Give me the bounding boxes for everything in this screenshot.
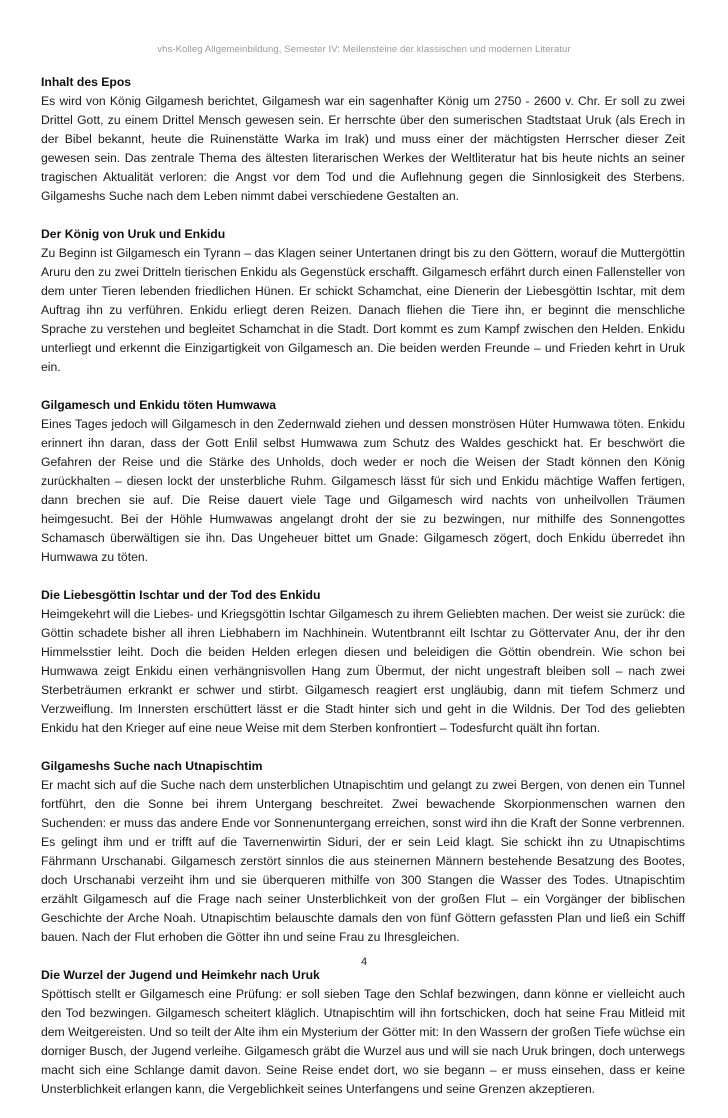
section-body: Zu Beginn ist Gilgamesch ein Tyrann – das Klagen seiner Untertanen dringt bis zu den Göttern, worauf die Muttergöttin Aruru den zu zwei Dritteln tierischen Enkidu als Gegenstück erschafft. Gilgamesch erfährt durch einen Fallensteller von dem unter Tieren lebenden friedlichen Hünen. Er schickt Schamchat, eine Dienerin der Liebesgöttin Ischtar, mit dem Auftrag ihn zu verführen. Enkidu erliegt deren Reizen. Danach fliehen die Tiere ihn, er beginnt die menschliche Sprache zu verstehen und begleitet Schamchat in die Stadt. Dort kommt es zum Kampf zwischen den Helden. Enkidu unterliegt und erkennt die Einzigartigkeit von Gilgamesch an. Die beiden werden Freunde – und Frieden kehrt in Uruk ein. [41, 246, 685, 374]
section-heading: Gilgamesch und Enkidu töten Humwawa [41, 398, 276, 412]
section-inhalt-des-epos [41, 73, 685, 206]
section-heading: Inhalt des Epos [41, 75, 132, 89]
section-body: Er macht sich auf die Suche nach dem unsterblichen Utnapischtim und gelangt zu zwei Bergen, von denen ein Tunnel fortführt, den die Sonne bei ihrem Untergang beschreitet. Zwei bewachende Skorpionmenschen warnen den Suchenden: er muss das andere Ende vor Sonnenuntergang erreichen, sonst wird ihn die Kraft der Sonne verbrennen. Es gelingt ihm und er trifft auf die Tavernenwirtin Siduri, der er sein Leid klagt. Sie schickt ihn zu Utnapischtims Fährmann Urschanabi. Gilgamesch zerstört sinnlos die aus steinernen Männern bestehende Besatzung des Bootes, doch Urschanabi verzeiht ihm und sie überqueren mithilfe von 300 Stangen die Wasser des Todes. Utnapischtim erzählt Gilgamesch auf die Frage nach seiner Unsterblichkeit von der großen Flut – ein Vorgänger der biblischen Geschichte der Arche Noah. Utnapischtim belauschte damals den von fünf Göttern gefassten Plan und ließ ein Schiff bauen. Nach der Flut erhoben die Götter ihn und seine Frau zu Ihresgleichen. [41, 778, 685, 944]
section-body: Eines Tages jedoch will Gilgamesch in den Zedernwald ziehen und dessen monströsen Hüter Humwawa töten. Enkidu erinnert ihn daran, dass der Gott Enlil selbst Humwawa zum Schutz des Waldes geschickt hat. Er beschwört die Gefahren der Reise und die Stärke des Unholds, doch weder er noch die Weisen der Stadt können den König zurückhalten – diesen lockt der unsterbliche Ruhm. Gilgamesch lässt für sich und Enkidu mächtige Waffen fertigen, dann brechen sie auf. Die Reise dauert viele Tage und Gilgamesch wird nachts von unheilvollen Träumen heimgesucht. Bei der Höhle Humwawas angelangt droht der sie zu bezwingen, nur mithilfe des Sonnengottes Schamasch überwältigen sie ihn. Das Ungeheuer bittet um Gnade: Gilgamesch zögert, doch Enkidu überredet ihn Humwawa zu töten. [41, 417, 685, 564]
section-body: Heimgekehrt will die Liebes- und Kriegsgöttin Ischtar Gilgamesch zu ihrem Geliebten machen. Der weist sie zurück: die Göttin schadete bisher all ihren Liebhabern im Nachhinein. Wutentbrannt eilt Ischtar zu Göttervater Anu, der ihr den Himmelsstier leiht. Doch die beiden Helden erlegen diesen und beleidigen die Göttin obendrein. Wie schon bei Humwawa zeigt Enkidu einen verhängnisvollen Hang zum Übermut, der nicht ungestraft bleiben soll – nach zwei Sterbeträumen erkrankt er schwer und stirbt. Gilgamesch reagiert erst ungläubig, dann mit tiefem Schmerz und Verzweiflung. Im Innersten erschüttert lässt er die Stadt hinter sich und geht in die Wildnis. Der Tod des geliebten Enkidu hat den Krieger auf eine neue Weise mit dem Sterben konfrontiert – Todesfurcht quält ihn fortan. [41, 607, 685, 735]
section-heading: Der König von Uruk und Enkidu [41, 227, 226, 241]
section-suche-utnapischtim [41, 757, 685, 947]
running-header: vhs-Kolleg Allgemeinbildung, Semester IV: Meilensteine der klassischen und modernen Literatur [157, 44, 571, 55]
section-koenig-von-uruk [41, 225, 685, 377]
section-ischtar-tod-enkidu [41, 586, 685, 738]
section-heading: Die Wurzel der Jugend und Heimkehr nach Uruk [41, 968, 320, 982]
section-wurzel-der-jugend [41, 966, 685, 1099]
section-heading: Die Liebesgöttin Ischtar und der Tod des Enkidu [41, 588, 321, 602]
section-humwawa [41, 396, 685, 567]
section-body: Spöttisch stellt er Gilgamesch eine Prüfung: er soll sieben Tage den Schlaf bezwingen, dann könne er vielleicht auch den Tod bezwingen. Gilgamesch scheitert kläglich. Utnapischtim will ihn fortschicken, doch hat seine Frau Mitleid mit dem Weitgereisten. Und so teilt der Alte ihm ein Mysterium der Götter mit: In den Wassern der großen Tiefe wüchse ein dorniger Busch, der Jugend verleihe. Gilgamesch gräbt die Wurzel aus und will sie nach Uruk bringen, doch unterwegs macht sich eine Schlange damit davon. Seine Reise endet dort, wo sie begann – er muss einsehen, dass er keine Unsterblichkeit erlangen kann, die Vergeblichkeit seines Unterfangens und seine Grenzen akzeptieren. [41, 987, 685, 1096]
page-number: 4 [360, 956, 368, 968]
section-body: Es wird von König Gilgamesh berichtet, Gilgamesh war ein sagenhafter König um 2750 - 2600 v. Chr. Er soll zu zwei Drittel Gott, zu einem Drittel Mensch gewesen sein. Er herrschte über den sumerischen Stadtstaat Uruk (als Erech in der Bibel bekannt, heute die Ruinenstätte Warka im Irak) und muss einer der mächtigsten Herrscher dieser Zeit gewesen sein. Das zentrale Thema des ältesten literarischen Werkes der Weltliteratur hat bis heute nichts an seiner tragischen Aktualität verloren: die Angst vor dem Tod und die Auflehnung gegen die Sinnlosigkeit des Sterbens. Gilgameshs Suche nach dem Leben nimmt dabei verschiedene Gestalten an. [41, 94, 685, 203]
section-heading: Gilgameshs Suche nach Utnapischtim [41, 759, 263, 773]
